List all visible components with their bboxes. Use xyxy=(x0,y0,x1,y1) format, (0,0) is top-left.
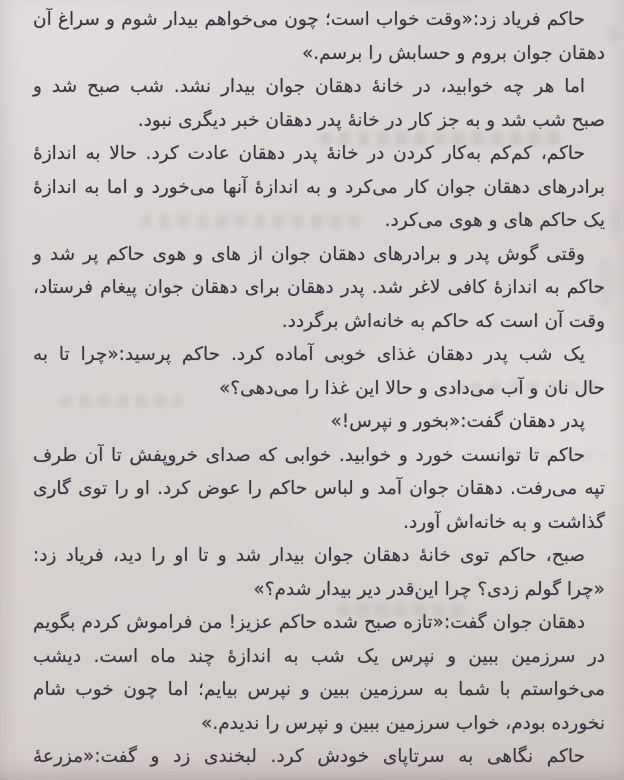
text-line: صبح شب شد و به جز کار در خانهٔ پدر دهقان خبر دیگری نبود. xyxy=(137,109,605,131)
text-line: صبح، حاکم توی خانهٔ دهقان جوان بیدار شد و تا او را دید، فریاد زد: xyxy=(33,545,585,566)
text-line: برادرهای دهقان جوان کار می‌کرد و به اندازهٔ آنها می‌خورد و اما به اندازهٔ xyxy=(33,176,605,198)
text-line: وقتی گوش پدر و برادرهای دهقان جوان از های و هوی حاکم پر شد و xyxy=(33,243,585,265)
text-line: حال نان و آب می‌دادی و حالا این غذا را می‌دهی؟» xyxy=(218,377,605,399)
text-line: تپه می‌رفت. دهقان جوان آمد و لباس حاکم را عوض کرد. او را توی گاری xyxy=(33,478,605,499)
text-line: «چرا گولم زدی؟ چرا این‌قدر دیر بیدار شدم؟» xyxy=(253,578,605,600)
text-line: اما هر چه خوابید، در خانهٔ دهقان جوان بیدار نشد. شب صبح شد و xyxy=(33,76,585,97)
text-line: یک حاکم های و هوی می‌کرد. xyxy=(384,210,605,231)
text-line: دهقان جوان بروم و حسابش را برسم.» xyxy=(301,42,605,64)
text-line: دهقان جوان گفت:«تازه صبح شده حاکم عزیز! من فراموش کردم بگویم xyxy=(33,612,585,633)
page-text xyxy=(33,3,605,774)
text-line: نخورده بودم، خواب سرزمین ببین و نپرس را ندیدم.» xyxy=(201,712,605,734)
text-line: می‌خواستم با شما به سرزمین ببین و نپرس بیایم؛ اما چون خوب شام xyxy=(33,679,605,700)
text-line: حاکم به اندازهٔ کافی لاغر شد. پدر دهقان برای دهقان جوان پیغام فرستاد، xyxy=(33,277,605,298)
text-line: حاکم، کم‌کم به‌کار کردن در خانهٔ پدر دهقان عادت کرد. حالا به اندازهٔ xyxy=(33,143,585,164)
text-line: یک شب پدر دهقان غذای خوبی آماده کرد. حاکم پرسید:«چرا تا به xyxy=(33,344,585,365)
margin-smudge-artifact xyxy=(608,24,620,44)
text-line: در سرزمین ببین و نپرس یک شب به اندازهٔ چند ماه است. دیشب xyxy=(33,645,605,667)
text-line: حاکم تا توانست خورد و خوابید. خوابی که صدای خروپفش تا آن طرف xyxy=(33,444,585,466)
margin-smudge-artifact xyxy=(611,205,621,237)
text-line: پدر دهقان گفت:«بخور و نپرس!» xyxy=(330,411,585,432)
text-line: حاکم فریاد زد:«وقت خواب است؛ چون می‌خواهم بیدار شوم و سراغ آن xyxy=(33,9,585,30)
text-line: وقت آن است که حاکم به خانه‌اش برگردد. xyxy=(281,310,605,332)
text-line: گذاشت و به خانه‌اش آورد. xyxy=(403,511,605,533)
text-line: حاکم نگاهی به سرتاپای خودش کرد. لبخندی زد و گفت:«مزرعهٔ xyxy=(33,746,585,767)
